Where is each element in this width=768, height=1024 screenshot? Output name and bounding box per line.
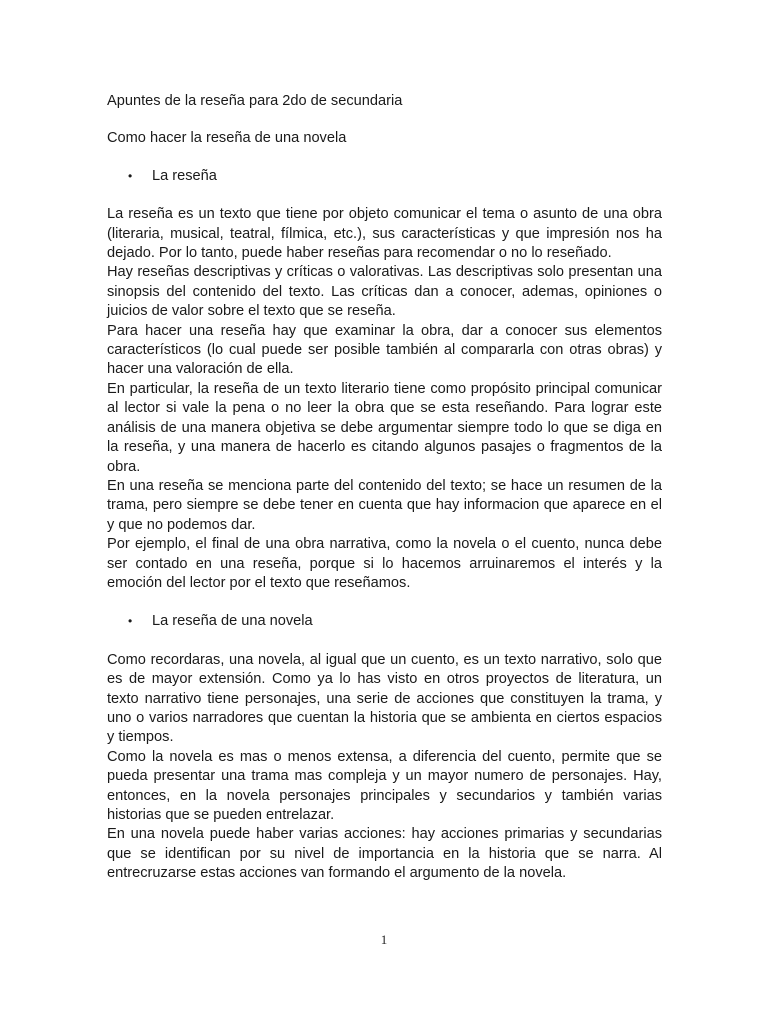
paragraph: Por ejemplo, el final de una obra narrativa, como la novela o el cuento, nunca debe ser contado en una reseña, porque si lo hacemos arruinaremos el interés y la emoción del lector por el texto que reseñamos. [107,536,662,591]
paragraph: Como recordaras, una novela, al igual que un cuento, es un texto narrativo, solo que es de mayor extensión. Como ya lo has visto en otros proyectos de literatura, un texto narrativo tiene personajes, una serie de acciones que constituyen la trama, y uno o varios narradores que cuentan la historia que se ambienta en ciertos espacios y tiempos. [107,651,662,746]
paragraph: En particular, la reseña de un texto literario tiene como propósito principal comunicar al lector si vale la pena o no leer la obra que se esta reseñando. Para lograr este análisis de una manera objetiva se debe argumentar siempre todo lo que se diga en la reseña, y una manera de hacerlo es citando algunos pasajes o fragmentos de la obra. [107,380,662,475]
section-resena [107,167,662,594]
bullet-dot-icon: • [128,168,133,183]
bullet-dot-icon: • [128,614,133,629]
page-number: 1 [380,932,388,947]
document-page [107,92,662,884]
paragraph: En una reseña se menciona parte del contenido del texto; se hace un resumen de la trama, pero siempre se debe tener en cuenta que hay informacion que aparece en el y que no podemos dar. [107,477,662,533]
paragraph: Hay reseñas descriptivas y críticas o valorativas. Las descriptivas solo presentan una sinopsis del contenido del texto. Las críticas dan a conocer, ademas, opiniones o juicios de valor sobre el texto que se reseña. [107,264,662,320]
bullet-label: La reseña de una novela [152,613,313,630]
bullet-label: La reseña [152,167,217,184]
bullet-item [107,167,662,186]
paragraph: En una novela puede haber varias acciones: hay acciones primarias y secundarias que se identifican por su nivel de importancia en la historia que se narra. Al entrecruzarse estas acciones van formando el argumento de la novela. [107,826,662,882]
document-subtitle: Como hacer la reseña de una novela [107,130,347,147]
paragraph: Como la novela es mas o menos extensa, a diferencia del cuento, permite que se pueda presentar una trama mas compleja y un mayor numero de personajes. Hay, entonces, en la novela personajes principales y secundarios y también varias historias que se pueden entrelazar. [107,748,662,823]
section-resena-novela [107,612,662,883]
paragraph: La reseña es un texto que tiene por objeto comunicar el tema o asunto de una obra (literaria, musical, teatral, fílmica, etc.), sus características y que impresión nos ha dejado. Por lo tanto, puede haber reseñas para recomendar o no lo reseñado. [107,206,662,262]
bullet-item [107,612,662,631]
paragraph: Para hacer una reseña hay que examinar la obra, dar a conocer sus elementos característicos (lo cual puede ser posible también al compararla con otras obras) y hacer una valoración de ella. [107,322,662,378]
document-title: Apuntes de la reseña para 2do de secundaria [107,93,403,109]
